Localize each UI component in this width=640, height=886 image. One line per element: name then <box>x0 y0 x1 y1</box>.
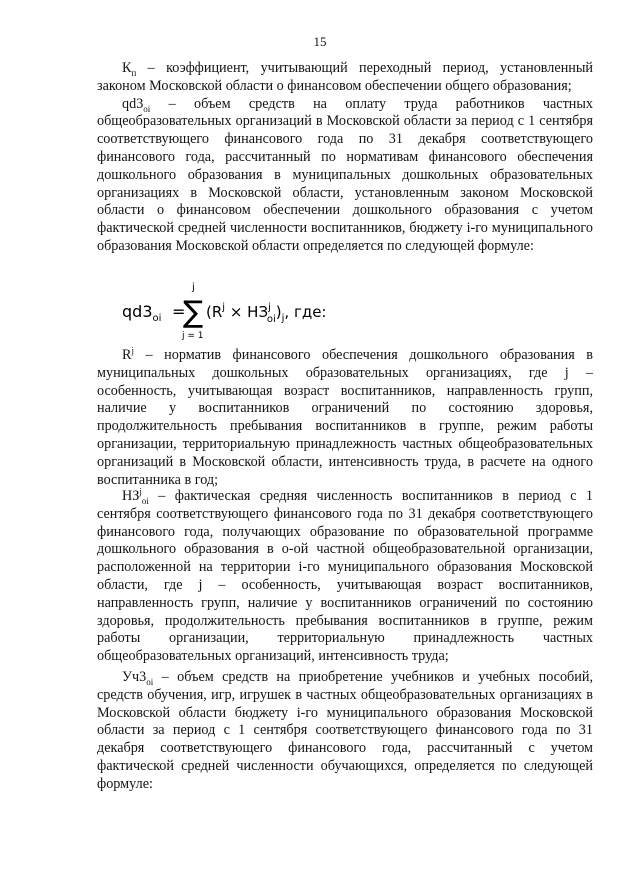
formula-lhs: $qd3_{oi}$ <box>122 302 162 324</box>
qd3-subscript: oi <box>143 103 151 114</box>
formula-equals: = <box>172 302 186 321</box>
formula-sigma: ∑ <box>183 295 204 330</box>
uch-subscript: oi <box>146 676 154 687</box>
definitions-block-1 <box>97 60 593 256</box>
formula-body: ($R^j \times НЗ^j$ $oi)_j$, где: <box>206 302 327 325</box>
rj-text: – норматив финансового обеспечения дошкольного образования в муниципальных дошкольных образовательных организациях, где j – особенность, учитывающая возраст воспитанников, направленность групп, наличие у воспитанников ограничений по состоянию здоровья, продолжительность пребывания воспитанников в группе, режим работы организации, территориальную принадлежность частных общеобразовательных организаций в Московской области, интенсивность труда, в расчете на одного воспитанника в год; <box>97 347 593 488</box>
kp-definition <box>97 60 593 96</box>
qd3-definition <box>97 96 593 256</box>
page-number: 15 <box>313 34 327 49</box>
uch-definition <box>97 669 593 794</box>
nz-text: – фактическая средняя численность воспитанников в период с 1 сентября соответствующего финансового года по 31 декабря соответствующего финансового года, получающих образование по образовательной программе дошкольного образования в о-ой частной общеобразовательной организации, расположенной на территории i-го муниципального образования Московской области, где j – особенность, учитывающая возраст воспитанников, направленность групп, наличие у воспитанников ограничений по состоянию здоровья, продолжительность пребывания воспитанников в группе, режим работы организации, территориальную принадлежность частных общеобразовательных организаций, интенсивность труда; <box>97 488 593 665</box>
rj-superscript: j <box>131 345 134 356</box>
uch-symbol: Уч3 <box>122 669 147 685</box>
rj-definition <box>97 347 593 489</box>
nz-subscript: oi <box>141 495 149 506</box>
nz-superscript: j <box>139 486 142 497</box>
formula-lower-limit: j = 1 <box>182 331 204 341</box>
uch-text: – объем средств на приобретение учебников и учебных пособий, средств обучения, игр, игрушек в частных общеобразовательных организациях в Московской области бюджету i-го муниципального образования Московской области за период с 1 сентября соответствующего финансового года по 31 декабря соответствующего финансового года, рассчитанный с учетом фактической средней численности обучающихся, определяется по следующей формуле: <box>97 669 593 792</box>
qd3-symbol: qd3 <box>122 95 144 112</box>
kp-symbol: $К_п$ <box>122 60 137 78</box>
rj-symbol: R <box>122 347 132 363</box>
qd3-formula <box>122 282 362 342</box>
qd3-text: – объем средств на оплату труда работников частных общеобразовательных организаций в Московской области за период с 1 сентября соответствующего финансового года по 31 декабря соответствующего финансового года, рассчитанный по нормативам финансового обеспечения дошкольного образования в муниципальных дошкольных образовательных организациях в Московской области, установленным законом Московской области о финансовом обеспечении дошкольного образования с учетом фактической средней численности воспитанников, бюджету i-го муниципального образования Московской области определяется по следующей формуле: <box>97 95 593 254</box>
kp-subscript: п <box>131 67 137 78</box>
nz-symbol: НЗ <box>122 488 140 504</box>
formula-upper-limit: j <box>192 282 195 293</box>
kp-text: – коэффициент, учитывающий переходный период, установленный законом Московской области о финансовом обеспечении общего образования; <box>97 60 593 94</box>
nz-definition <box>97 488 593 666</box>
